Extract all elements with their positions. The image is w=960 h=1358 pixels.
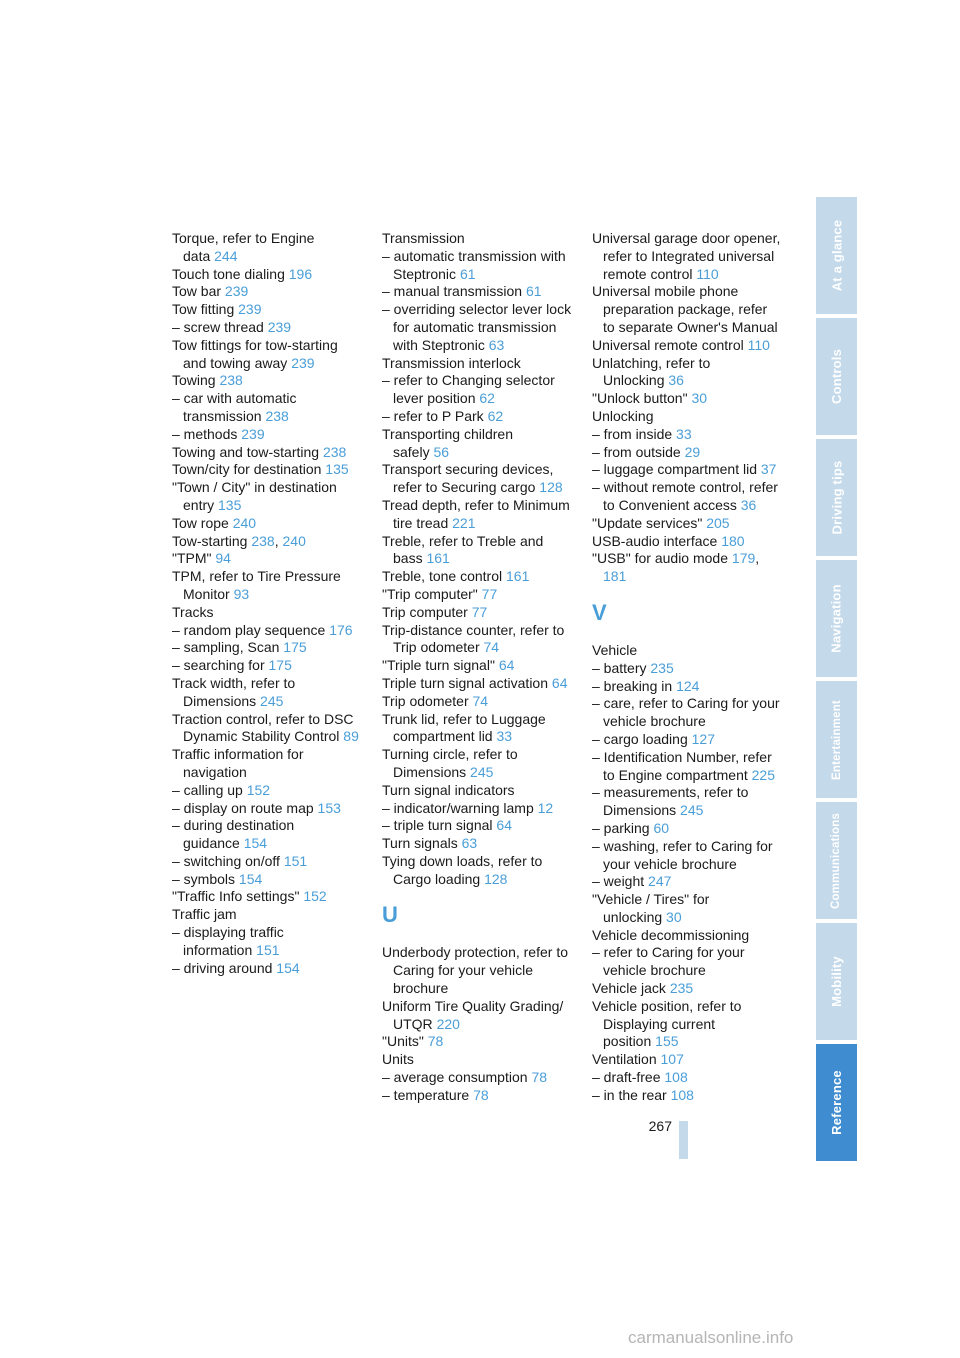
tab-label: Mobility — [829, 956, 844, 1007]
index-entry — [382, 622, 572, 658]
index-entry-text: Treble, refer to Treble and bass — [382, 532, 544, 567]
index-entry — [592, 642, 782, 660]
index-entry — [172, 782, 362, 800]
index-entry-text: – triple turn signal — [382, 817, 493, 834]
tab-reference[interactable] — [816, 1044, 857, 1161]
index-entry — [172, 711, 362, 747]
page-reference-link[interactable]: 153 — [317, 799, 341, 816]
index-entry — [172, 817, 362, 853]
index-entry-text: – refer to Changing selector lever position — [382, 372, 555, 407]
page-reference-link[interactable]: 36 — [668, 372, 684, 389]
index-entry — [172, 461, 362, 479]
index-entry-text: – calling up — [172, 781, 243, 798]
tab-mobility[interactable] — [816, 923, 857, 1040]
index-entry-text: – average consumption — [382, 1069, 528, 1086]
page-reference-link[interactable]: 238 — [322, 443, 347, 460]
page-reference-link[interactable]: 78 — [531, 1069, 548, 1086]
page-reference-link[interactable]: 180 — [721, 532, 745, 549]
index-entry — [592, 337, 782, 355]
index-entry — [592, 479, 782, 515]
index-entry-text: Transporting children safely — [382, 425, 513, 460]
index-entry-text: – without remote control, refer to Convenient access — [592, 479, 778, 513]
tab-communications[interactable] — [816, 802, 857, 919]
index-entry — [382, 248, 572, 284]
page-reference-link[interactable]: 29 — [684, 443, 701, 460]
page-reference-link[interactable]: 30 — [666, 908, 682, 925]
page-reference-link[interactable]: 238 — [265, 407, 289, 424]
page-reference-link[interactable]: 161 — [506, 568, 530, 585]
page-reference-link[interactable]: 37 — [760, 461, 777, 478]
index-entry-text: Torque, refer to Engine data — [172, 230, 315, 264]
index-entry — [172, 283, 362, 301]
index-entry-text: – switching on/off — [172, 852, 280, 869]
index-entry-text: – measurements, refer to Dimensions — [592, 784, 749, 819]
index-entry — [172, 550, 362, 568]
page-reference-link[interactable]: 128 — [539, 479, 563, 496]
page-reference-link[interactable]: 151 — [256, 941, 280, 958]
index-entry-text: – battery — [592, 659, 647, 676]
index-entry-text: – luggage compartment lid — [592, 461, 757, 478]
page-reference-link[interactable]: 64 — [551, 674, 568, 691]
index-entry — [382, 853, 572, 889]
index-entry-text: Tow rope — [172, 514, 229, 531]
index-entry-text: "USB" for audio mode — [592, 550, 729, 567]
index-entry — [592, 838, 782, 874]
index-entry — [172, 675, 362, 711]
index-entry-text: TPM, refer to Tire Pressure Monitor — [172, 568, 341, 602]
page-reference-link[interactable]: 161 — [426, 550, 450, 567]
index-entry-text: Tread depth, refer to Minimum tire tread — [382, 496, 570, 531]
index-entry-text: – care, refer to Caring for your vehicle brochure — [592, 695, 780, 730]
page-reference-link[interactable]: 175 — [268, 657, 292, 674]
index-entry-text: Turning circle, refer to Dimensions — [382, 746, 518, 780]
tab-label: At a glance — [829, 219, 844, 292]
page-reference-link[interactable]: 61 — [459, 265, 476, 282]
index-entry-text: "Trip computer" — [382, 585, 478, 602]
tab-label: Navigation — [829, 584, 844, 653]
page-reference-link[interactable]: 127 — [691, 730, 715, 747]
index-entry-text: "Update services" — [592, 514, 703, 531]
index-entry — [172, 515, 362, 533]
section-tabs — [816, 197, 857, 1160]
index-entry — [592, 784, 782, 820]
index-entry-text: – methods — [172, 425, 238, 442]
index-column-1 — [172, 230, 362, 977]
index-entry — [382, 355, 572, 373]
page-reference-link[interactable]: 240 — [232, 514, 257, 531]
index-entry — [172, 444, 362, 462]
index-entry-text: "TPM" — [172, 550, 212, 567]
index-entry-text: – driving around — [172, 959, 273, 976]
index-entry — [382, 533, 572, 569]
tab-controls[interactable] — [816, 318, 857, 435]
index-entry — [382, 1051, 572, 1069]
index-entry — [382, 1069, 572, 1087]
index-entry — [172, 622, 362, 640]
index-entry — [172, 657, 362, 675]
index-entry — [382, 426, 572, 462]
index-entry — [382, 586, 572, 604]
index-entry-text: Universal garage door opener, refer to Integrated universal remote control — [592, 230, 781, 282]
index-entry-text: Underbody protection, refer to Caring for your vehicle brochure — [382, 944, 568, 997]
page-reference-link[interactable]: 110 — [696, 265, 719, 282]
index-entry — [382, 568, 572, 586]
index-entry — [382, 372, 572, 408]
index-entry-text: Tow fittings for tow-starting and towing away — [172, 336, 338, 371]
page-reference-link[interactable]: 12 — [537, 799, 554, 816]
index-entry-text: Towing — [172, 372, 216, 389]
index-entry — [172, 871, 362, 889]
index-entry — [592, 444, 782, 462]
page-reference-link[interactable]: 124 — [676, 677, 700, 694]
index-entry — [382, 944, 572, 997]
index-entry — [382, 800, 572, 818]
page-reference-link[interactable]: 238 — [251, 532, 275, 549]
index-entry-text: Towing and tow-starting — [172, 443, 320, 460]
index-entry-text: Trip-distance counter, refer to Trip odometer — [382, 621, 565, 656]
page-marker-bar — [679, 1121, 688, 1159]
index-entry — [592, 426, 782, 444]
page-reference-link[interactable]: 77 — [471, 603, 488, 620]
index-entry-text: Unlocking — [592, 407, 654, 424]
index-entry — [172, 426, 362, 444]
page-reference-link[interactable]: 62 — [479, 390, 495, 407]
index-entry-text: – parking — [592, 819, 650, 836]
tab-label: Controls — [829, 348, 845, 405]
index-entry-text: – washing, refer to Caring for your vehicle brochure — [592, 837, 773, 872]
index-entry-text: Units — [382, 1051, 414, 1068]
index-entry-text: – indicator/warning lamp — [382, 799, 534, 816]
tab-label: Driving tips — [829, 460, 845, 535]
index-entry — [592, 944, 782, 980]
index-entry-text: Transmission — [382, 230, 465, 246]
index-entry — [592, 891, 782, 927]
page-reference-link[interactable]: 245 — [680, 802, 704, 819]
index-entry-text: – refer to P Park — [382, 407, 484, 424]
index-entry-text: – from inside — [592, 425, 673, 442]
index-entry — [592, 515, 782, 533]
index-entry — [172, 924, 362, 960]
index-entry — [592, 998, 782, 1051]
index-entry — [592, 927, 782, 945]
index-entry-text: – manual transmission — [382, 283, 523, 300]
index-entry — [172, 906, 362, 924]
page-reference-link[interactable]: 238 — [219, 372, 243, 389]
page-reference-link[interactable]: 33 — [496, 728, 513, 745]
index-entry-text: – sampling, Scan — [172, 639, 280, 656]
index-column-3 — [592, 230, 782, 1105]
index-entry — [382, 657, 572, 675]
index-entry — [592, 1051, 782, 1069]
index-entry — [172, 266, 362, 284]
index-entry-text: – overriding selector lever lock for automatic transmission with Steptronic — [382, 301, 572, 353]
page-reference-link[interactable]: 239 — [238, 301, 262, 318]
page-reference-link[interactable]: 78 — [473, 1086, 489, 1103]
page-reference-link[interactable]: 154 — [276, 959, 300, 976]
tab-entertainment[interactable] — [816, 681, 857, 798]
index-entry-text: Trip odometer — [382, 692, 469, 709]
index-entry — [592, 355, 782, 391]
page-reference-link[interactable]: 245 — [260, 692, 284, 709]
index-entry — [592, 390, 782, 408]
index-section-letter: U — [382, 902, 398, 928]
page-reference-link[interactable]: 108 — [664, 1069, 688, 1086]
index-entry-text: "Units" — [382, 1033, 424, 1050]
index-entry-text: Track width, refer to Dimensions — [172, 674, 296, 709]
index-entry — [382, 835, 572, 853]
index-entry-text: Uniform Tire Quality Grading/ UTQR — [382, 997, 564, 1032]
index-entry-text: – during destination guidance — [172, 817, 295, 852]
index-entry — [172, 746, 362, 782]
index-entry-text: Tow-starting — [172, 532, 248, 549]
index-entry — [382, 998, 572, 1034]
page-reference-link[interactable]: 175 — [283, 639, 307, 656]
tab-label: Reference — [829, 1070, 845, 1135]
tab-driving-tips[interactable] — [816, 439, 857, 556]
index-entry-text: Vehicle decommissioning — [592, 926, 750, 943]
page-reference-link[interactable]: 152 — [303, 888, 327, 905]
page-reference-link[interactable]: 225 — [751, 766, 775, 783]
page-reference-link[interactable]: 128 — [484, 870, 508, 887]
index-entry-text: Tying down loads, refer to Cargo loading — [382, 852, 543, 887]
index-entry-text: Trunk lid, refer to Luggage compartment lid — [382, 710, 546, 745]
page-reference-link[interactable]: 245 — [470, 763, 494, 780]
index-entry-text: Turn signal indicators — [382, 781, 515, 798]
index-entry — [172, 319, 362, 337]
index-entry — [382, 817, 572, 835]
index-entry — [172, 301, 362, 319]
index-entry-text: Transmission interlock — [382, 354, 521, 371]
page-reference-link[interactable]: 152 — [246, 781, 271, 798]
page-reference-link[interactable]: 155 — [655, 1033, 679, 1050]
index-entry — [382, 746, 572, 782]
tab-navigation[interactable] — [816, 560, 857, 677]
index-entry-text: Traffic information for navigation — [172, 746, 304, 780]
index-entry — [172, 372, 362, 390]
page-reference-link[interactable]: 74 — [483, 639, 500, 656]
index-entry — [382, 283, 572, 301]
index-entry-text: – symbols — [172, 870, 236, 887]
index-entry — [172, 230, 362, 266]
page-reference-link[interactable]: 33 — [676, 425, 692, 442]
index-entry-text: Touch tone dialing — [172, 265, 285, 282]
page-reference-link[interactable]: 93 — [233, 585, 250, 602]
index-entry-text: – breaking in — [592, 677, 673, 694]
index-entry — [382, 693, 572, 711]
index-entry — [172, 888, 362, 906]
index-entry — [592, 230, 782, 283]
page-reference-link[interactable]: 181 — [603, 568, 627, 585]
page-reference-link[interactable]: 61 — [525, 283, 542, 300]
index-entry — [382, 461, 572, 497]
tab-at-a-glance[interactable] — [816, 197, 857, 314]
index-entry-text: Universal remote control — [592, 336, 744, 353]
index-entry-text: Unlatching, refer to Unlocking — [592, 354, 711, 389]
index-entry — [172, 479, 362, 515]
page-reference-link[interactable]: 247 — [648, 873, 672, 890]
index-entry-text: Tracks — [172, 603, 214, 620]
index-entry-text: – searching for — [172, 657, 265, 674]
index-entry — [382, 1033, 572, 1051]
page-number: 267 — [648, 1118, 672, 1134]
index-entry-text: "Triple turn signal" — [382, 657, 495, 674]
index-entry-text: Traffic jam — [172, 906, 237, 923]
page-reference-link[interactable]: 36 — [740, 496, 757, 513]
index-entry — [172, 568, 362, 604]
page-reference-link[interactable]: 89 — [343, 728, 359, 745]
page-reference-link[interactable]: 154 — [238, 870, 263, 887]
page-reference-link[interactable]: 135 — [218, 496, 242, 513]
index-entry — [172, 390, 362, 426]
index-entry-text: – draft-free — [592, 1069, 661, 1086]
page-reference-link[interactable]: 176 — [329, 621, 353, 638]
page-reference-link[interactable]: 239 — [267, 318, 292, 335]
page-reference-link[interactable]: 151 — [283, 852, 308, 869]
index-entry — [592, 533, 782, 551]
page-reference-link[interactable]: 74 — [472, 692, 489, 709]
index-entry-text: – temperature — [382, 1086, 470, 1103]
index-entry-text: "Vehicle / Tires" for unlocking — [592, 891, 710, 925]
index-column-2 — [382, 230, 572, 1105]
tab-label: Entertainment — [830, 699, 843, 780]
index-entry-text: Universal mobile phone preparation package, refer to separate Owner's Manual — [592, 283, 778, 335]
index-entry — [592, 980, 782, 998]
index-entry — [382, 604, 572, 622]
index-section-letter: V — [592, 599, 607, 625]
page-reference-link[interactable]: 78 — [427, 1033, 444, 1050]
index-entry-text: Vehicle jack — [592, 980, 666, 997]
index-entry-text: – weight — [592, 873, 645, 890]
index-entry-text: – random play sequence — [172, 621, 326, 638]
index-entry — [382, 408, 572, 426]
index-entry-text: Triple turn signal activation — [382, 674, 549, 691]
index-entry-text: – automatic transmission with Steptronic — [382, 247, 566, 282]
index-entry — [592, 873, 782, 891]
index-entry — [592, 408, 782, 426]
page-reference-link[interactable]: 240 — [282, 532, 306, 549]
page-reference-link[interactable]: 135 — [325, 461, 349, 478]
index-entry-text: Tow bar — [172, 283, 222, 300]
index-entry-text: – display on route map — [172, 799, 314, 816]
index-entry-text: – car with automatic transmission — [172, 390, 297, 424]
page-reference-link[interactable]: 221 — [452, 514, 476, 531]
index-entry — [172, 337, 362, 373]
index-entry — [382, 301, 572, 354]
tab-label: Communications — [830, 812, 843, 909]
index-entry — [382, 782, 572, 800]
page-reference-link[interactable]: 196 — [288, 265, 313, 282]
index-entry-text: – Identification Number, refer to Engine compartment — [592, 748, 772, 783]
index-entry — [382, 1087, 572, 1105]
page-reference-link[interactable]: 154 — [243, 835, 268, 852]
index-entry-text: "Traffic Info settings" — [172, 888, 300, 905]
index-entry — [382, 497, 572, 533]
page-reference-link[interactable]: 220 — [436, 1015, 460, 1032]
index-entry-text: – in the rear — [592, 1086, 667, 1103]
watermark: carmanualsonline.info — [628, 1328, 794, 1347]
page-reference-link[interactable]: 62 — [487, 407, 504, 424]
index-entry — [592, 660, 782, 678]
index-entry-text: – from outside — [592, 443, 681, 460]
page-reference-link[interactable]: 110 — [747, 336, 770, 353]
index-entry-text: Ventilation — [592, 1051, 657, 1068]
page-reference-link[interactable]: 30 — [691, 390, 708, 407]
index-entry — [592, 1087, 782, 1105]
page-reference-link[interactable]: 235 — [650, 659, 674, 676]
index-entry — [382, 711, 572, 747]
index-entry-text: Vehicle position, refer to Displaying current position — [592, 997, 742, 1050]
index-entry-text: "Town / City" in destination entry — [172, 479, 337, 513]
index-entry: "USB" for audio mode 179, 181 — [592, 550, 760, 585]
page-reference-link[interactable]: 56 — [433, 443, 450, 460]
page-reference-link[interactable]: 64 — [498, 657, 515, 674]
index-entry — [592, 461, 782, 479]
page-reference-link[interactable]: 63 — [461, 835, 478, 852]
index-entry-text: "Unlock button" — [592, 390, 688, 407]
index-entry — [172, 639, 362, 657]
page-reference-link[interactable]: 108 — [670, 1086, 694, 1103]
index-entry — [592, 820, 782, 838]
index-entry — [172, 853, 362, 871]
page-reference-link[interactable]: 63 — [488, 336, 505, 353]
index-entry — [172, 604, 362, 622]
page-reference-link[interactable]: 239 — [291, 354, 315, 371]
index-entry-text: – refer to Caring for your vehicle brochure — [592, 944, 745, 979]
index-entry — [172, 960, 362, 978]
page-reference-link[interactable]: 239 — [224, 283, 249, 300]
index-entry — [592, 678, 782, 696]
index-entry — [592, 695, 782, 731]
index-entry-text: Transport securing devices, refer to Securing cargo — [382, 461, 554, 496]
index-entry — [382, 675, 572, 693]
page-reference-link[interactable]: 205 — [706, 514, 730, 531]
index-entry: Tow-starting 238, 240 — [172, 532, 306, 549]
index-entry-text: Vehicle — [592, 641, 638, 658]
index-entry — [172, 800, 362, 818]
page-reference-link[interactable]: 179 — [731, 550, 756, 567]
index-entry-text: Trip computer — [382, 603, 468, 620]
index-entry-text: Town/city for destination — [172, 461, 322, 478]
index-entry-text: – cargo loading — [592, 730, 688, 747]
page-reference-link[interactable]: 64 — [496, 817, 512, 834]
index-entry-text: Turn signals — [382, 835, 458, 852]
index-entry — [592, 1069, 782, 1087]
index-entry — [592, 731, 782, 749]
index-entry-text: – screw thread — [172, 318, 264, 335]
index-entry-text: Treble, tone control — [382, 568, 503, 585]
page-reference-link[interactable]: 94 — [215, 550, 231, 567]
index-entry-text: USB-audio interface — [592, 532, 718, 549]
index-entry — [592, 749, 782, 785]
page-reference-link[interactable]: 107 — [660, 1051, 684, 1068]
page-reference-link[interactable]: 235 — [669, 980, 694, 997]
index-entry — [382, 230, 572, 248]
index-entry-text: Traction control, refer to DSC Dynamic Stability Control — [172, 710, 354, 745]
index-entry — [592, 283, 782, 336]
page-reference-link[interactable]: 77 — [481, 585, 498, 602]
page-reference-link[interactable]: 244 — [214, 247, 238, 264]
index-entry-text: Tow fitting — [172, 301, 235, 318]
index-entry-text: – displaying traffic information — [172, 924, 284, 958]
page-reference-link[interactable]: 60 — [653, 819, 670, 836]
page-reference-link[interactable]: 239 — [241, 425, 265, 442]
